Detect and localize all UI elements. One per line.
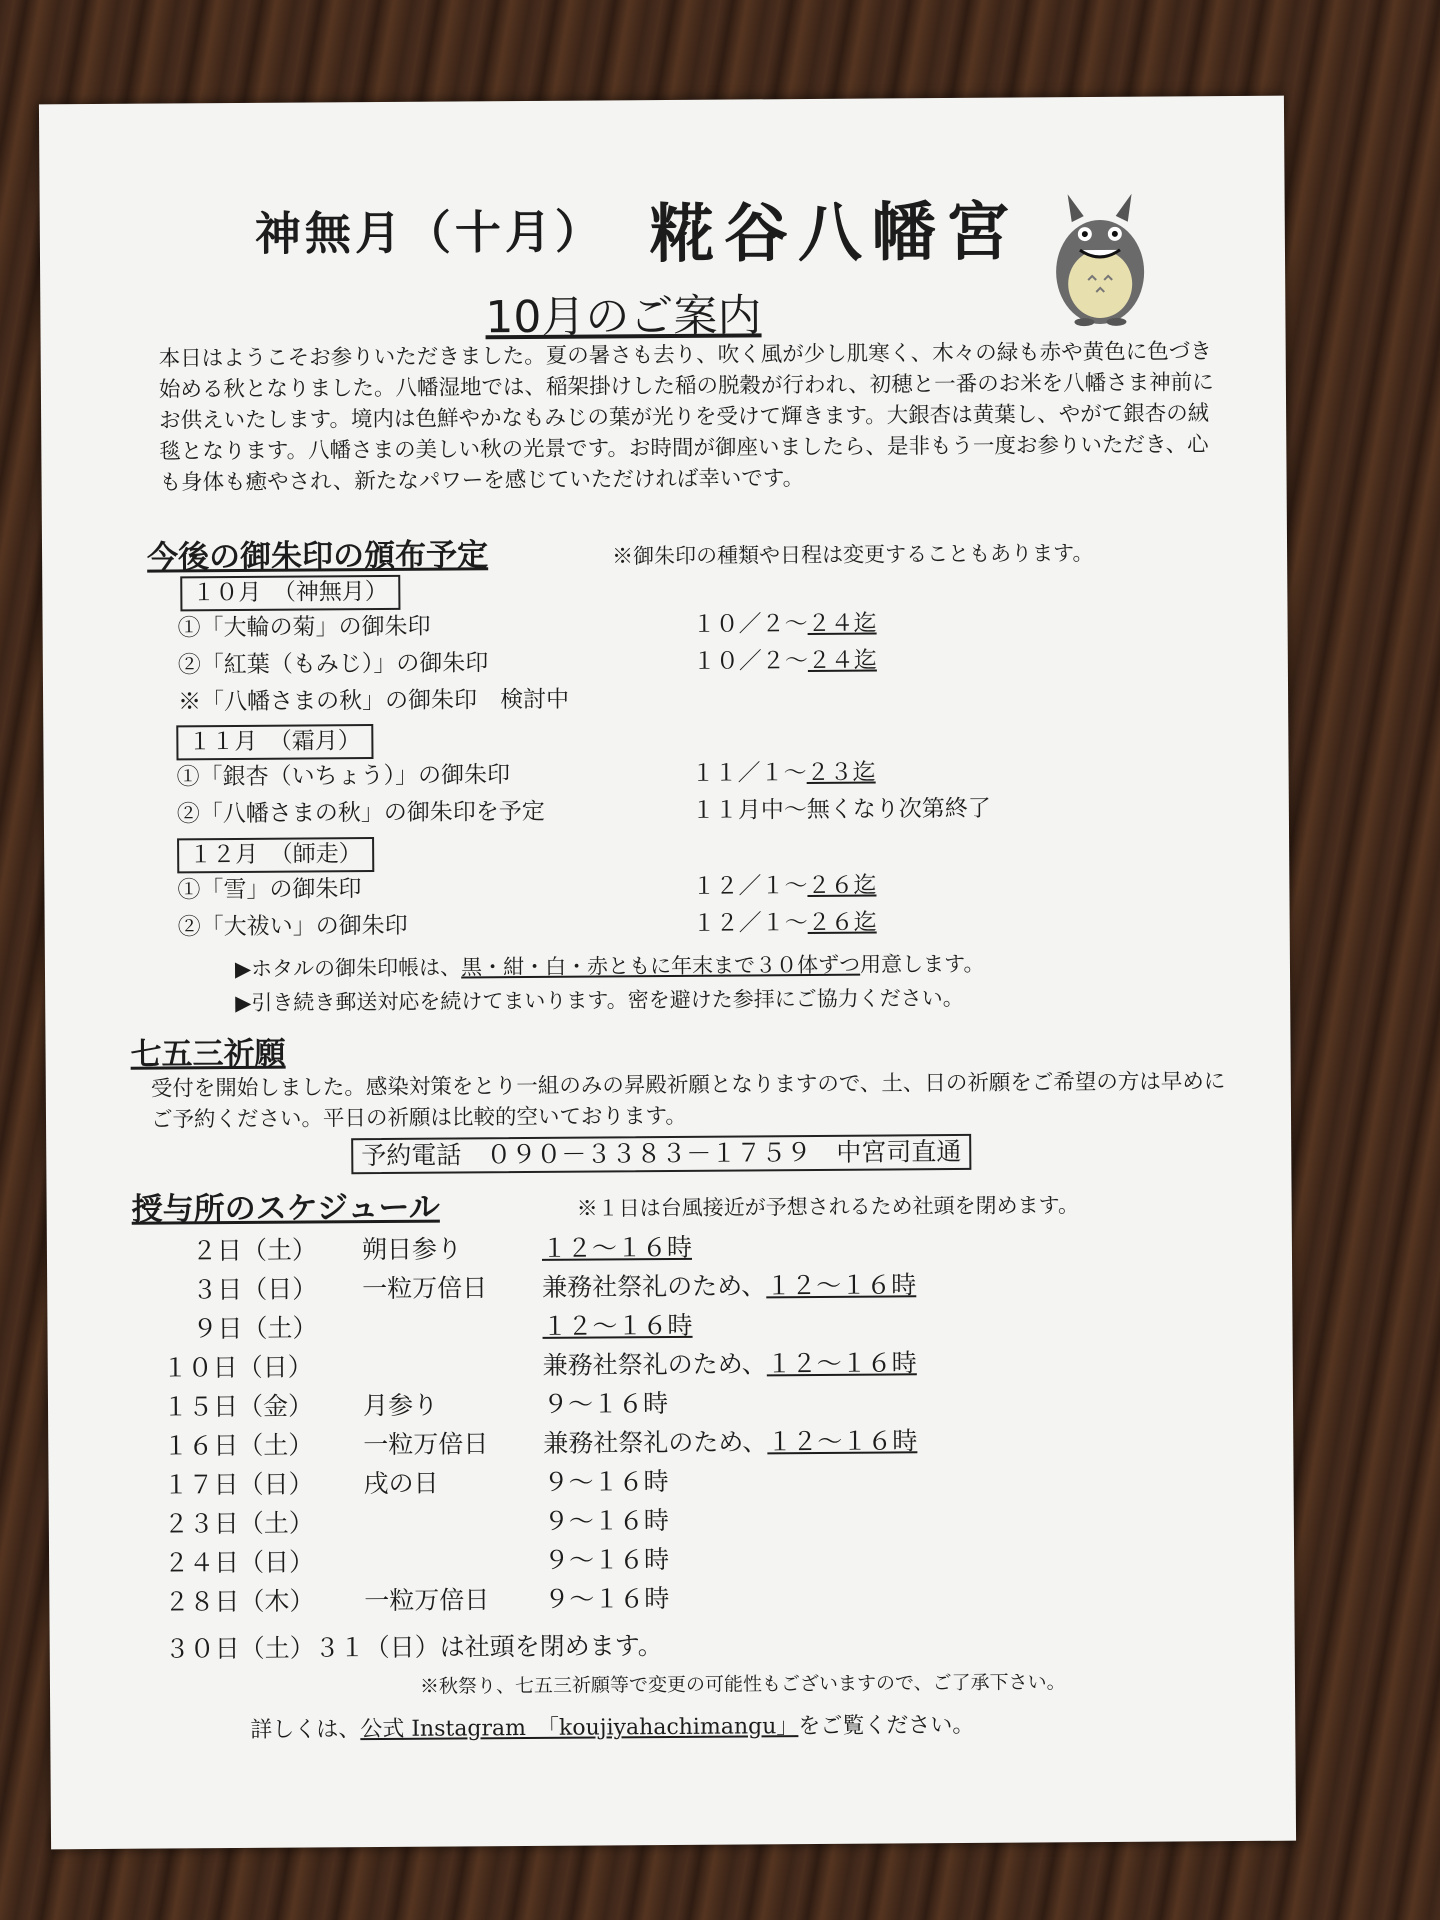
schedule-time: ９～１６時 <box>543 1545 670 1575</box>
schedule-row <box>163 1420 1063 1460</box>
schedule-day: １０日（日） <box>162 1352 313 1383</box>
goshuin-name: ①「銀杏（いちょう）」の御朱印 <box>176 762 511 791</box>
schedule-event: 月参り <box>362 1390 439 1421</box>
november-label: １１月 （霜月） <box>176 724 373 760</box>
schedule-event: 戌の日 <box>363 1468 439 1499</box>
goshuin-date: １１月中～無くなり次第終了 <box>691 795 991 824</box>
schedule-time: ９～１６時 <box>543 1506 669 1536</box>
goshuin-name: ②「紅葉（もみじ）」の御朱印 <box>177 650 489 679</box>
goshuin-bullet: ▶引き続き郵送対応を続けてまいります。密を避けた参拝にご協力ください。 <box>235 985 964 1016</box>
goshuin-date: １２／１～２６迄 <box>692 909 877 937</box>
schedule-day: ２８日（木） <box>164 1586 315 1617</box>
intro-paragraph: 本日はようこそお参りいただきました。夏の暑さも去り、吹く風が少し肌寒く、木々の緑も赤や黄色に色づき始める秋となりました。八幡湿地では、稲架掛けした稲の脱穀が行われ、初穂と一番のお米を八幡さま神前にお供えいたします。境内は色鮮やかなもみじの葉が光りを受けて輝きます。大銀杏は黄葉し、やがて銀杏の絨毯となります。八幡さまの美しい秋の光景です。お時間が御座いましたら、是非もう一度お参りいただき、心も身体も癒やされ、新たなパワーを感じていただければ幸いです。 <box>158 339 1214 496</box>
schedule-reason: 兼務社祭礼のため、 <box>543 1427 768 1458</box>
schedule-day: ２３日（土） <box>163 1508 314 1539</box>
schedule-row <box>162 1225 1062 1265</box>
goshuin-date: １１／１～２３迄 <box>691 759 876 787</box>
month-title: 神無月（十月） <box>254 204 606 261</box>
schedule-day: １５日（金） <box>162 1391 314 1422</box>
schedule-row <box>162 1264 1062 1304</box>
schedule-title: 授与所のスケジュール <box>131 1189 440 1228</box>
schedule-reason: 兼務社祭礼のため、 <box>542 1271 767 1302</box>
schedule-time: ９～１６時 <box>544 1584 670 1614</box>
flag-icon: ▶ <box>234 956 252 982</box>
schedule-row <box>164 1576 1064 1616</box>
schedule-row <box>162 1303 1062 1343</box>
goshuin-note: ※御朱印の種類や日程は変更することもあります。 <box>612 541 1094 569</box>
schedule-footnote: ※秋祭り、七五三祈願等で変更の可能性もございますので、ご了承下さい。 <box>419 1671 1066 1698</box>
schedule-row <box>164 1537 1064 1577</box>
december-label: １２月 （師走） <box>177 837 374 873</box>
goshuin-name: ※「八幡さまの秋」の御朱印 検討中 <box>178 686 570 716</box>
october-label: １０月 （神無月） <box>180 575 400 612</box>
schedule-time: ９～１６時 <box>542 1389 669 1419</box>
goshuin-section-title: 今後の御朱印の頒布予定 <box>146 537 489 576</box>
schedule-row <box>163 1342 1063 1382</box>
goshuin-name: ①「雪」の御朱印 <box>177 876 362 904</box>
goshuin-date: １２／１～２６迄 <box>692 872 877 900</box>
schedule-day: １６日（土） <box>163 1430 314 1461</box>
schedule-row <box>164 1498 1064 1538</box>
schedule-row <box>163 1381 1063 1421</box>
schedule-event: 一粒万倍日 <box>364 1585 490 1616</box>
schedule-day: ２日（土） <box>191 1235 318 1266</box>
totoro-icon <box>1050 192 1151 328</box>
phone-box: 予約電話 ０９０－３３８３－１７５９ 中宮司直通 <box>351 1134 971 1174</box>
goshuin-name: ①「大輪の菊」の御朱印 <box>177 613 431 642</box>
schedule-time: １２～１６時 <box>767 1426 918 1457</box>
schedule-closing: ３０日（土）３１（日）は社頭を閉めます。 <box>164 1631 663 1664</box>
shrine-name: 糀谷八幡宮 <box>649 194 1021 273</box>
goshuin-date: １０／２～２４迄 <box>692 610 877 638</box>
goshuin-name: ②「大祓い」の御朱印 <box>177 912 408 941</box>
instagram-link[interactable]: 公式 Instagram 「koujiyahachimangu」 <box>360 1714 799 1743</box>
schedule-event: 一粒万倍日 <box>362 1273 488 1304</box>
schedule-event: 一粒万倍日 <box>363 1429 489 1460</box>
footer: 詳しくは、公式 Instagram 「koujiyahachimangu」をご覧ください。 <box>250 1712 975 1743</box>
flyer-sheet <box>39 96 1296 1850</box>
schedule-note: ※１日は台風接近が予想されるため社頭を閉めます。 <box>576 1193 1080 1221</box>
schedule-day: ３日（日） <box>192 1274 318 1305</box>
goshuin-bullet: ▶ホタルの御朱印帳は、黒・紺・白・赤ともに年末まで３０体ずつ用意します。 <box>234 951 985 982</box>
flag-icon: ▶ <box>235 990 252 1016</box>
shichigosan-text: 受付を開始しました。感染対策をとり一組のみの昇殿祈願となりますので、土、日の祈願をご希望の方は早めにご予約ください。平日の祈願は比較的空いております。 <box>150 1069 1226 1133</box>
schedule-day: ２４日（日） <box>164 1547 315 1578</box>
schedule-row <box>163 1459 1063 1499</box>
schedule-time: １２～１６時 <box>541 1232 693 1263</box>
schedule-time: １２～１６時 <box>766 1348 917 1379</box>
goshuin-date: １０／２～２４迄 <box>692 647 877 675</box>
schedule-reason: 兼務社祭礼のため、 <box>542 1349 767 1380</box>
schedule-event: 朔日参り <box>361 1234 463 1265</box>
schedule-day: １７日（日） <box>163 1469 314 1500</box>
schedule-time: １２～１６時 <box>542 1310 693 1341</box>
guide-title: 10月のご案内 <box>485 290 762 344</box>
shichigosan-title: 七五三祈願 <box>130 1035 286 1073</box>
schedule-time: ９～１６時 <box>543 1467 669 1497</box>
schedule-day: ９日（土） <box>192 1313 318 1344</box>
schedule-time: １２～１６時 <box>766 1270 917 1301</box>
goshuin-name: ②「八幡さまの秋」の御朱印を予定 <box>176 798 545 828</box>
